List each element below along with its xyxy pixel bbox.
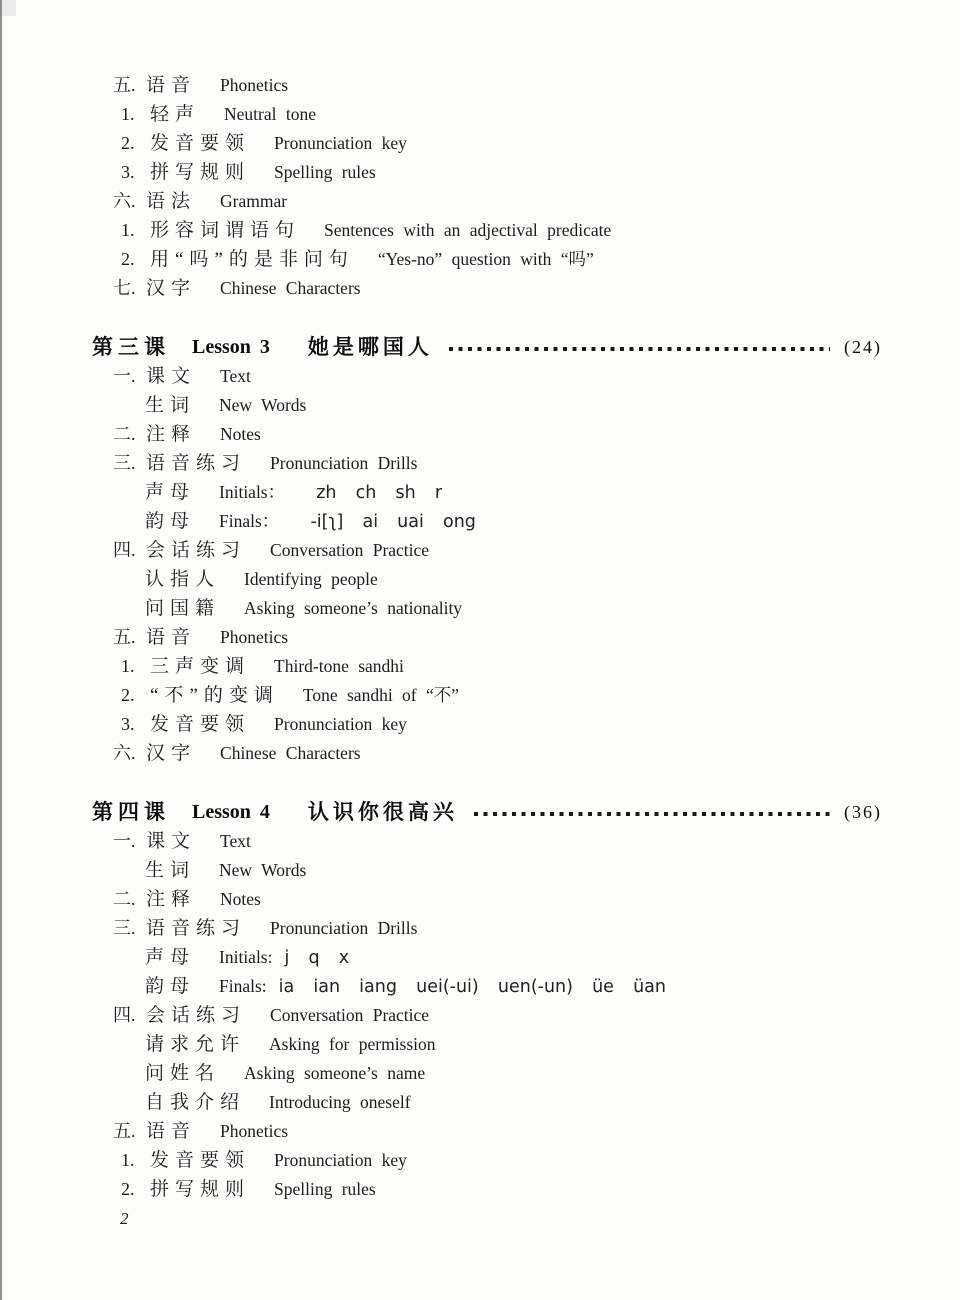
item-label-en: New Words — [219, 860, 307, 880]
toc-line — [0, 885, 960, 914]
toc-line — [0, 391, 960, 420]
item-label-zh: 拼写规则 — [150, 1179, 251, 1200]
lesson-header — [0, 333, 960, 362]
toc-line — [0, 972, 960, 1001]
item-label-en: Asking someone’s name — [244, 1063, 426, 1083]
scan-edge-line — [0, 0, 2, 1300]
item-label-zh: 问国籍 — [145, 598, 221, 619]
lesson-number-zh: 第四课 — [92, 800, 170, 824]
item-label-zh: 发音要领 — [150, 1150, 251, 1171]
item-label-en: Spelling rules — [274, 1179, 376, 1199]
lesson-number-zh: 第三课 — [92, 335, 170, 359]
item-marker: 3. — [121, 714, 135, 734]
toc-line — [0, 565, 960, 594]
item-label-zh: 声母 — [145, 482, 196, 503]
toc-line — [0, 478, 960, 507]
scan-corner-artifact — [2, 0, 16, 16]
item-marker: 1. — [121, 1150, 135, 1170]
item-label-zh: 语音 — [146, 75, 197, 96]
item-marker: 2. — [121, 1179, 135, 1199]
item-label-en: Grammar — [220, 191, 288, 211]
toc-line — [0, 187, 960, 216]
item-label-zh: 语音 — [146, 1121, 197, 1142]
toc-line — [0, 1088, 960, 1117]
lesson-page-ref: (36) — [844, 802, 882, 822]
item-label-zh: 语法 — [146, 191, 197, 212]
item-marker: 1. — [121, 104, 135, 124]
toc-line — [0, 623, 960, 652]
lesson-title-zh: 认识你很高兴 — [307, 800, 458, 824]
lesson-title-en: Lesson 4 — [192, 801, 270, 823]
toc-line — [0, 652, 960, 681]
item-label-zh: 拼写规则 — [150, 162, 251, 183]
toc-line — [0, 1146, 960, 1175]
item-label-zh: 语音 — [146, 627, 197, 648]
toc-line — [0, 914, 960, 943]
item-label-zh: 注释 — [146, 889, 197, 910]
toc-line — [0, 1030, 960, 1059]
toc-line — [0, 129, 960, 158]
item-label-en: Introducing oneself — [269, 1092, 411, 1112]
toc-line — [0, 594, 960, 623]
toc-line — [0, 507, 960, 536]
item-label-zh: 三声变调 — [150, 656, 251, 677]
toc-line — [0, 739, 960, 768]
item-label-en: Tone sandhi of “不” — [302, 685, 460, 705]
lesson-page-ref: (24) — [844, 337, 882, 357]
item-label-en: Notes — [220, 889, 261, 909]
item-label-zh: 生词 — [145, 395, 196, 416]
item-label-en: “Yes-no” question with “吗” — [377, 249, 594, 269]
item-pinyin: zh ch sh r — [297, 483, 443, 503]
item-label-en: Conversation Practice — [270, 540, 430, 560]
item-label-zh: 轻声 — [150, 104, 201, 125]
item-label-zh: 自我介绍 — [145, 1092, 246, 1113]
item-label-zh: 注释 — [146, 424, 197, 445]
item-marker: 2. — [121, 685, 135, 705]
item-label-zh: 韵母 — [145, 511, 196, 532]
item-label-zh: 课文 — [146, 366, 197, 387]
lesson-title-zh: 她是哪国人 — [307, 335, 433, 359]
item-label-en: Spelling rules — [274, 162, 376, 182]
dot-leader — [474, 812, 830, 816]
item-label-en: Notes — [220, 424, 261, 444]
toc-line — [0, 1001, 960, 1030]
item-label-zh: 形容词谓语句 — [150, 220, 301, 241]
item-marker: 四. — [113, 1005, 136, 1025]
item-marker: 三. — [113, 453, 136, 473]
item-label-en: Neutral tone — [224, 104, 316, 124]
item-label-en: Pronunciation key — [274, 714, 407, 734]
item-label-zh: 发音要领 — [150, 133, 251, 154]
toc-line — [0, 827, 960, 856]
item-label-en: Pronunciation Drills — [270, 918, 418, 938]
toc-line — [0, 1117, 960, 1146]
toc-line — [0, 71, 960, 100]
item-pinyin: j q x — [284, 948, 350, 968]
item-label-en: Pronunciation Drills — [270, 453, 418, 473]
toc-line — [0, 216, 960, 245]
item-label-en: Asking someone’s nationality — [244, 598, 463, 618]
item-label-en: Text — [220, 831, 251, 851]
item-marker: 五. — [113, 1121, 136, 1141]
item-label-en: Phonetics — [220, 627, 289, 647]
item-marker: 1. — [121, 656, 135, 676]
item-label-zh: 用“吗”的是非问句 — [150, 249, 354, 270]
item-label-en: Pronunciation key — [274, 133, 407, 153]
item-label-en: Pronunciation key — [274, 1150, 407, 1170]
item-label-zh: 发音要领 — [150, 714, 251, 735]
toc-line — [0, 856, 960, 885]
lesson-block — [0, 798, 960, 1204]
item-label-zh: 汉字 — [146, 743, 197, 764]
item-label-zh: 语音练习 — [146, 453, 247, 474]
item-label-zh: 认指人 — [145, 569, 221, 590]
toc-line — [0, 274, 960, 303]
toc-line — [0, 681, 960, 710]
item-marker: 一. — [113, 831, 136, 851]
item-label-en: Initials： — [219, 482, 286, 502]
item-marker: 六. — [113, 191, 136, 211]
item-label-en: Chinese Characters — [220, 743, 361, 763]
dot-leader — [449, 347, 830, 351]
toc-line — [0, 420, 960, 449]
toc-line — [0, 245, 960, 274]
toc-line — [0, 158, 960, 187]
item-label-en: Finals： — [219, 511, 280, 531]
item-label-en: Asking for permission — [269, 1034, 436, 1054]
item-label-en: New Words — [219, 395, 307, 415]
item-marker: 五. — [113, 627, 136, 647]
toc-line — [0, 362, 960, 391]
item-label-zh: 生词 — [145, 860, 196, 881]
item-label-zh: 声母 — [145, 947, 196, 968]
item-label-en: Phonetics — [220, 1121, 289, 1141]
item-marker: 2. — [121, 133, 135, 153]
toc-line — [0, 710, 960, 739]
item-label-en: Conversation Practice — [270, 1005, 430, 1025]
item-marker: 六. — [113, 743, 136, 763]
item-label-zh: 问姓名 — [145, 1063, 221, 1084]
item-label-zh: 会话练习 — [146, 540, 247, 561]
lesson-block — [0, 333, 960, 768]
item-marker: 二. — [113, 889, 136, 909]
item-label-en: Initials: — [219, 947, 273, 967]
item-label-zh: 语音练习 — [146, 918, 247, 939]
toc-line — [0, 536, 960, 565]
item-label-zh: 会话练习 — [146, 1005, 247, 1026]
item-label-zh: 课文 — [146, 831, 197, 852]
toc-line — [0, 1175, 960, 1204]
item-pinyin: ia ian iang uei(-ui) uen(-un) üe üan — [278, 977, 666, 997]
item-marker: 七. — [113, 278, 136, 298]
item-label-en: Phonetics — [220, 75, 289, 95]
item-label-en: Sentences with an adjectival predicate — [324, 220, 612, 240]
item-marker: 一. — [113, 366, 136, 386]
page-number: 2 — [120, 1209, 129, 1228]
item-marker: 二. — [113, 424, 136, 444]
lesson-title-en: Lesson 3 — [192, 336, 270, 358]
item-marker: 2. — [121, 249, 135, 269]
item-label-zh: 请求允许 — [145, 1034, 246, 1055]
item-label-en: Third-tone sandhi — [274, 656, 404, 676]
item-marker: 三. — [113, 918, 136, 938]
lessons-container — [0, 333, 960, 1204]
toc-line — [0, 1059, 960, 1088]
item-marker: 1. — [121, 220, 135, 240]
item-pinyin: -i[ʅ] ai uai ong — [291, 512, 476, 532]
item-label-en: Identifying people — [244, 569, 378, 589]
item-marker: 五. — [113, 75, 136, 95]
item-label-en: Finals: — [219, 976, 267, 996]
item-marker: 3. — [121, 162, 135, 182]
item-label-zh: “不”的变调 — [150, 685, 279, 706]
item-marker: 四. — [113, 540, 136, 560]
toc-line — [0, 449, 960, 478]
page-footer — [0, 1204, 960, 1233]
lesson-header — [0, 798, 960, 827]
item-label-zh: 韵母 — [145, 976, 196, 997]
toc-line — [0, 943, 960, 972]
toc-line — [0, 100, 960, 129]
item-label-zh: 汉字 — [146, 278, 197, 299]
item-label-en: Chinese Characters — [220, 278, 361, 298]
item-label-en: Text — [220, 366, 251, 386]
previous-lesson-tail-items — [0, 71, 960, 303]
